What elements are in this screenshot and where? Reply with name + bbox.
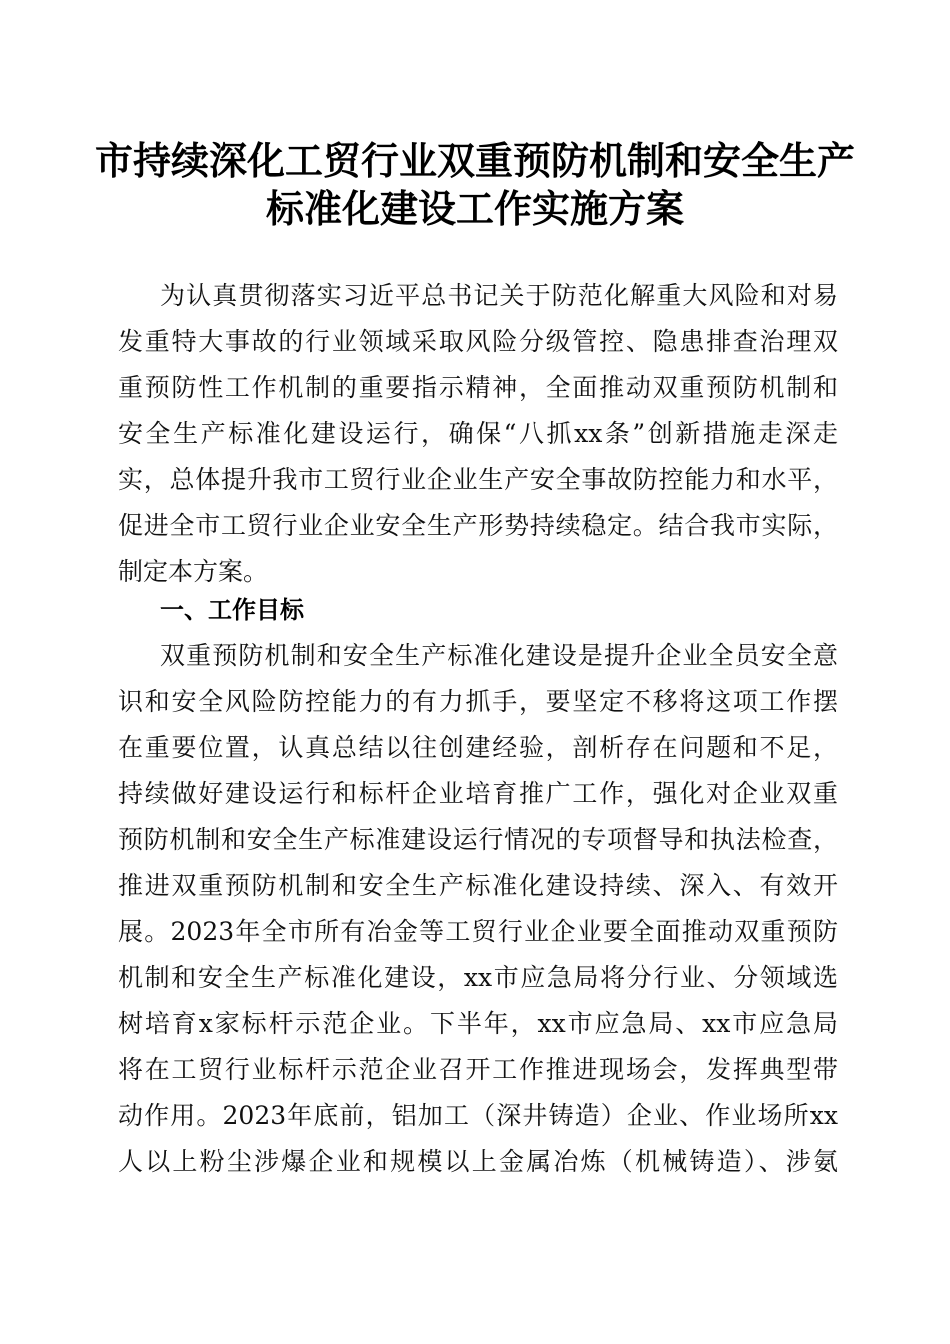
intro-paragraph-line: 重预防性工作机制的重要指示精神，全面推动双重预防机制和 (118, 373, 838, 402)
section1-paragraph-line: 树培育x家标杆示范企业。下半年，xx市应急局、xx市应急局 (118, 1009, 838, 1038)
intro-paragraph-line: 发重特大事故的行业领域采取风险分级管控、隐患排查治理双 (118, 327, 838, 356)
section1-paragraph-line: 展。2023年全市所有冶金等工贸行业企业要全面推动双重预防 (118, 917, 838, 946)
document-title-line-2: 标准化建设工作实施方案 (265, 186, 684, 231)
section1-paragraph-line: 在重要位置，认真总结以往创建经验，剖析存在问题和不足， (118, 733, 838, 762)
section1-paragraph-line: 动作用。2023年底前，铝加工（深井铸造）企业、作业场所xx (118, 1101, 838, 1130)
section1-paragraph-line: 识和安全风险防控能力的有力抓手，要坚定不移将这项工作摆 (118, 687, 838, 716)
section1-paragraph-line: 机制和安全生产标准化建设，xx市应急局将分行业、分领域选 (118, 963, 838, 992)
section-heading-work-goals: 一、工作目标 (160, 596, 304, 624)
section1-paragraph-line: 推进双重预防机制和安全生产标准化建设持续、深入、有效开 (118, 871, 838, 900)
section1-paragraph-line: 将在工贸行业标杆示范企业召开工作推进现场会，发挥典型带 (118, 1055, 838, 1084)
intro-paragraph-line: 安全生产标准化建设运行，确保“八抓xx条”创新措施走深走 (118, 419, 838, 448)
document-title-line-1: 市持续深化工贸行业双重预防机制和安全生产 (94, 138, 855, 183)
intro-paragraph-line: 制定本方案。 (118, 557, 269, 586)
intro-paragraph-line: 实，总体提升我市工贸行业企业生产安全事故防控能力和水平， (118, 465, 838, 494)
intro-paragraph-line: 为认真贯彻落实习近平总书记关于防范化解重大风险和对易 (160, 281, 838, 310)
section1-paragraph-line: 双重预防机制和安全生产标准化建设是提升企业全员安全意 (160, 641, 838, 670)
section1-paragraph-line: 持续做好建设运行和标杆企业培育推广工作，强化对企业双重 (118, 779, 838, 808)
section1-paragraph-line: 预防机制和安全生产标准建设运行情况的专项督导和执法检查， (118, 825, 838, 854)
intro-paragraph-line: 促进全市工贸行业企业安全生产形势持续稳定。结合我市实际， (118, 511, 838, 540)
section1-paragraph-line: 人以上粉尘涉爆企业和规模以上金属冶炼（机械铸造）、涉氨 (118, 1147, 838, 1176)
